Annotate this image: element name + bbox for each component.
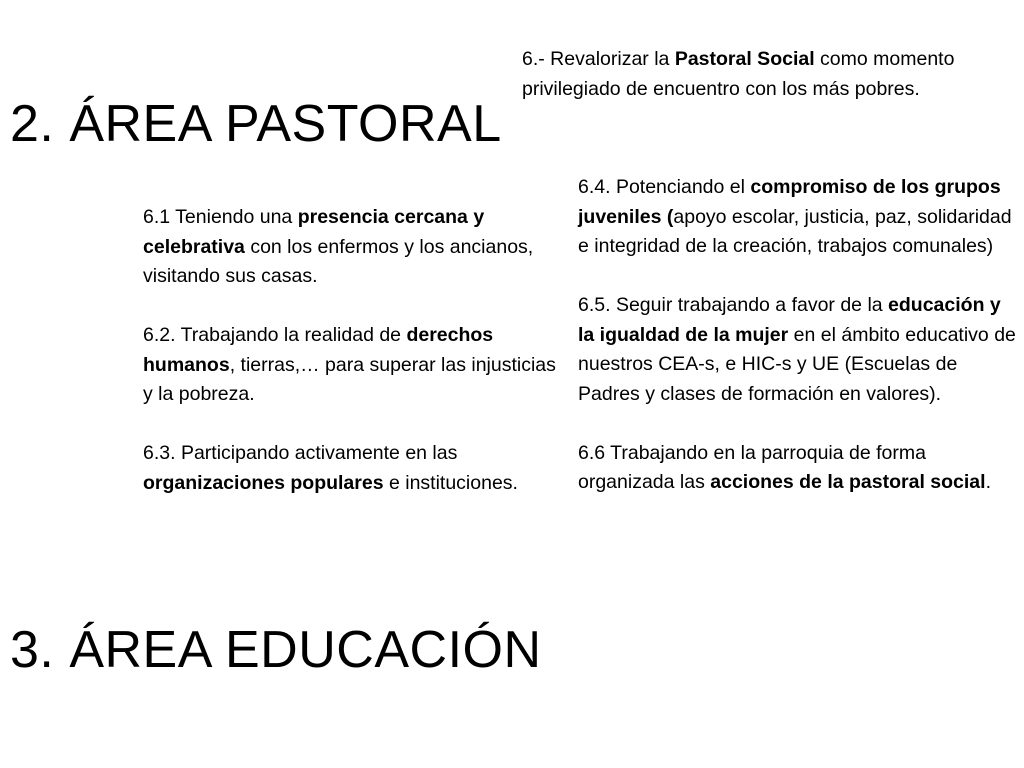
- item-text-bold: organizaciones populares: [143, 471, 384, 494]
- intro-paragraph: [522, 45, 1002, 104]
- item-6-4: [578, 173, 1018, 262]
- item-text-post: en el ámbito educativo de nuestros CEA-s, e HIC-s y UE (Escuelas de Padres y clases de formación en valores).: [578, 323, 1016, 405]
- item-text-bold: acciones de la pastoral social: [710, 471, 986, 493]
- item-6-6: [578, 439, 1018, 498]
- item-text-pre: 6.2. Trabajando la realidad de: [143, 324, 407, 346]
- item-text-bold: presencia cercana y celebrativa: [143, 206, 485, 258]
- intro-block: [522, 45, 1002, 104]
- intro-text-pre: 6.- Revalorizar la: [522, 48, 675, 70]
- item-6-1: [143, 203, 563, 292]
- item-text-pre: 6.5. Seguir trabajando a favor de la: [578, 294, 889, 316]
- item-text-post: .: [985, 471, 991, 493]
- item-text-bold: educación y la igualdad de la mujer: [578, 294, 1001, 346]
- item-text-post: e instituciones.: [383, 471, 518, 494]
- right-column: [578, 173, 1018, 498]
- item-text-bold: compromiso de los grupos juveniles (: [578, 176, 1001, 228]
- item-text-post: apoyo escolar, justicia, paz, solidaridad e integridad de la creación, trabajos comunales): [578, 205, 1012, 257]
- item-6-2: [143, 321, 563, 410]
- item-6-3: [143, 439, 563, 498]
- item-text-pre: 6.6 Trabajando en la parroquia de forma organizada las: [578, 441, 926, 493]
- item-text-pre: 6.3. Participando activamente en las: [143, 442, 458, 464]
- item-6-5: [578, 291, 1018, 409]
- intro-text-bold: Pastoral Social: [674, 48, 815, 70]
- item-text-bold: derechos humanos: [143, 324, 494, 376]
- heading-area-educacion: 3. ÁREA EDUCACIÓN: [10, 621, 542, 679]
- item-text-post: con los enfermos y los ancianos, visitando sus casas.: [143, 235, 534, 287]
- item-text-pre: 6.1 Teniendo una: [143, 206, 298, 228]
- left-column: [143, 203, 563, 498]
- intro-text-post: como momento privilegiado de encuentro con los más pobres.: [522, 48, 955, 100]
- item-text-post: , tierras,… para superar las injusticias y la pobreza.: [143, 353, 556, 405]
- item-text-pre: 6.4. Potenciando el: [578, 176, 751, 198]
- heading-area-pastoral: 2. ÁREA PASTORAL: [10, 95, 502, 153]
